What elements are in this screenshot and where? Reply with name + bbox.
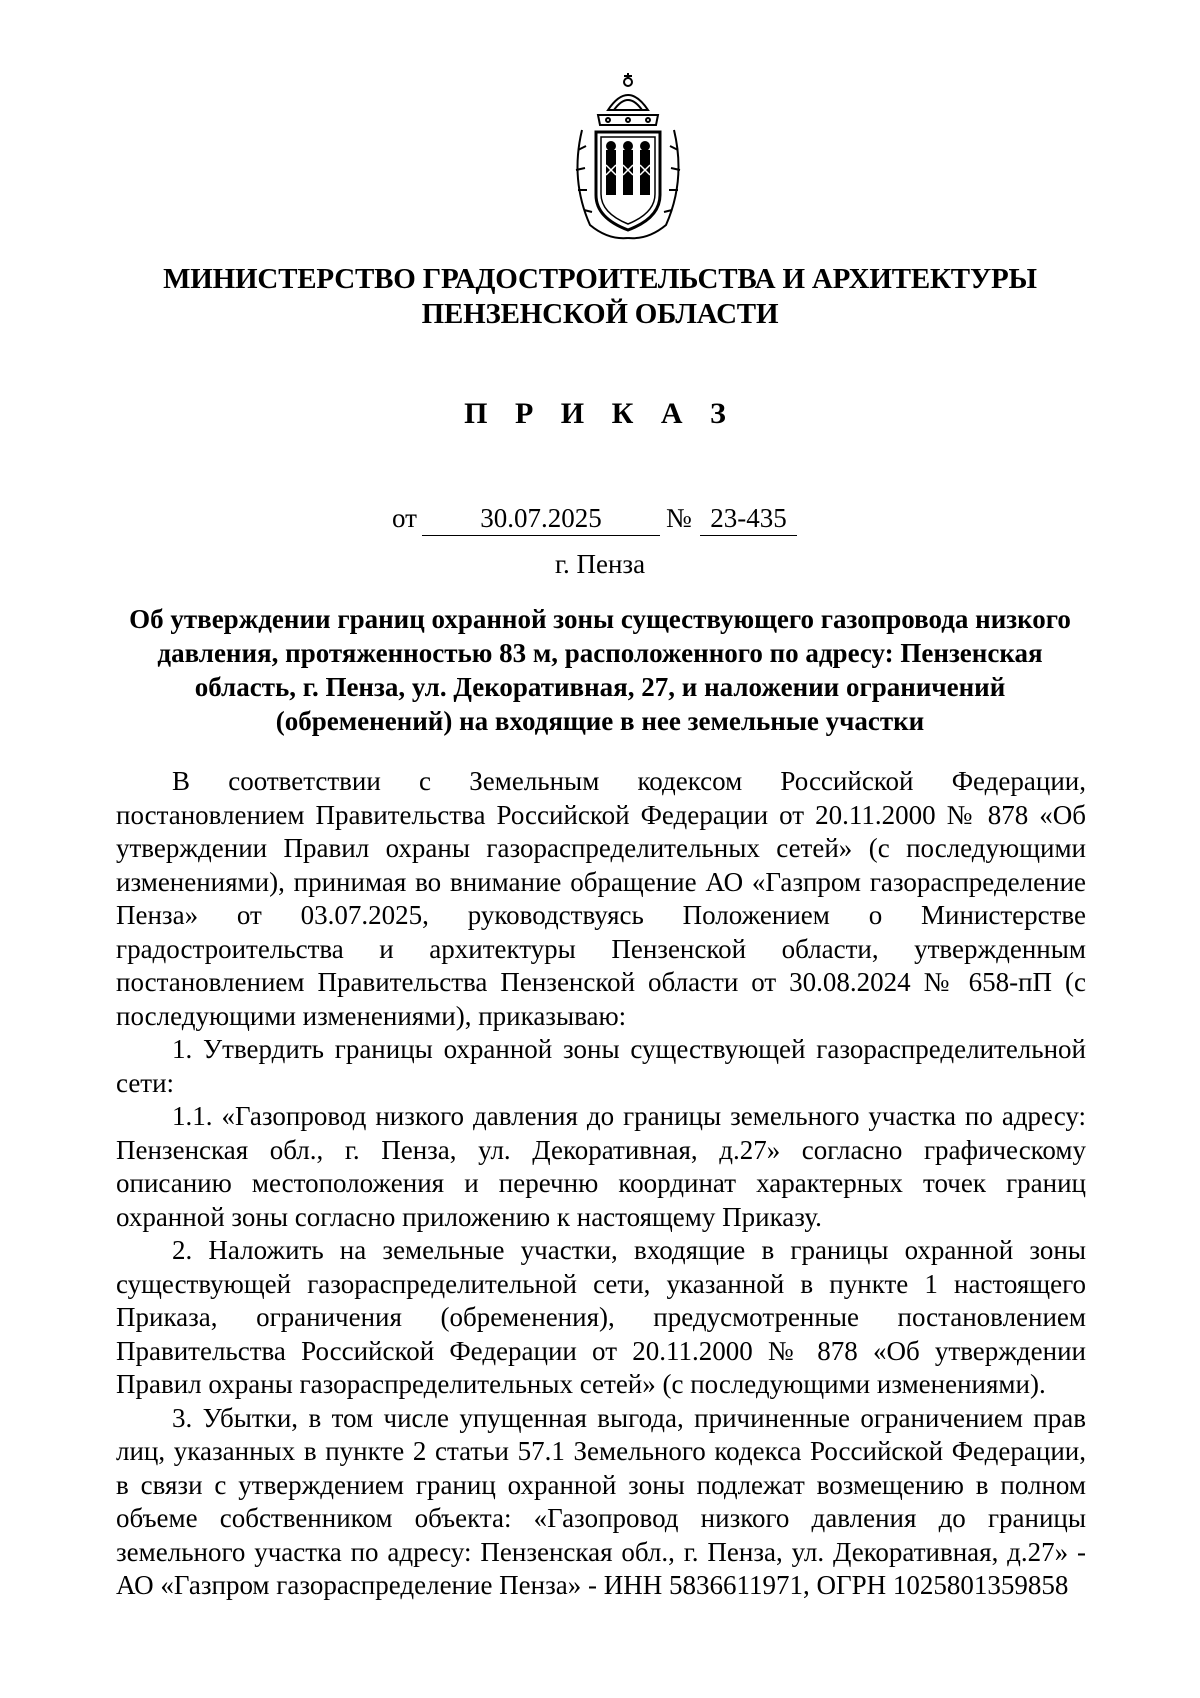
ministry-name <box>150 262 1050 332</box>
item-3-paragraph: 3. Убытки, в том числе упущенная выгода, причиненные ограничением прав лиц, указанных в пункте 2 статьи 57.1 Земельного кодекса Российской Федерации, в связи с утверждением границ охранной зоны подлежат возмещению в полном объеме собственником объекта: «Газопровод низкого давления до границы земельного участка по адресу: Пензенская обл., г. Пенза, ул. Декоративная, д.27» - АО «Газпром газораспределение Пенза» - ИНН 5836611971, ОГРН 1025801359858 <box>116 1402 1086 1600</box>
order-number: 23-435 <box>700 503 797 536</box>
item-1-paragraph: 1. Утвердить границы охранной зоны существующей газораспределительной сети: <box>116 1034 1086 1098</box>
preamble-paragraph: В соответствии с Земельным кодексом Российской Федерации, постановлением Правительства Российской Федерации от 20.11.2000 № 878 «Об утверждении Правил охраны газораспределительных сетей» (с последующими изменениями), принимая во внимание обращение АО «Газпром газораспределение Пенза» от 03.07.2025, руководствуясь Положением о Министерстве градостроительства и архитектуры Пензенской области, утвержденным постановлением Правительства Пензенской области от 30.08.2024 № 658-пП (с последующими изменениями), приказываю: <box>116 766 1086 1031</box>
penza-oblast-coat-of-arms-icon <box>568 70 688 245</box>
order-subject: Об утверждении границ охранной зоны существующего газопровода низкого давления, протяженностью 83 м, расположенного по адресу: Пензенская область, г. Пенза, ул. Декоративная, 27, и наложении ограничений (обременений) на входящие в нее земельные участки <box>129 604 1071 736</box>
city: г. Пенза <box>554 549 646 579</box>
number-label: № <box>666 503 692 533</box>
item-1-1-paragraph: 1.1. «Газопровод низкого давления до границы земельного участка по адресу: Пензенская обл., г. Пенза, ул. Декоративная, д.27» согласно графическому описанию местоположения и перечню координат характерных точек границ охранной зоны согласно приложению к настоящему Приказу. <box>116 1101 1086 1232</box>
document-type-title: П Р И К А З <box>464 397 736 430</box>
ministry-line-1: МИНИСТЕРСТВО ГРАДОСТРОИТЕЛЬСТВА И АРХИТЕКТУРЫ <box>163 263 1037 295</box>
order-date: 30.07.2025 <box>422 503 660 536</box>
ministry-line-2: ПЕНЗЕНСКОЙ ОБЛАСТИ <box>421 298 779 330</box>
from-label: от <box>392 503 417 533</box>
item-2-paragraph: 2. Наложить на земельные участки, входящие в границы охранной зоны существующей газораспределительной сети, указанной в пункте 1 настоящего Приказа, ограничения (обременения), предусмотренные постановлением Правительства Российской Федерации от 20.11.2000 № 878 «Об утверждении Правил охраны газораспределительных сетей» (с последующими изменениями). <box>116 1235 1086 1399</box>
order-body <box>116 765 1086 1603</box>
